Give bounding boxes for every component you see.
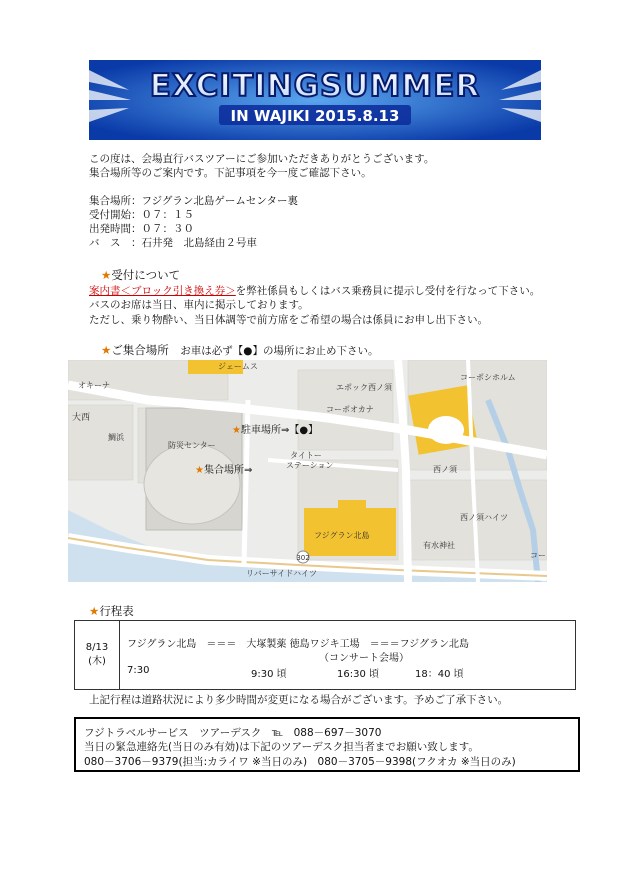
ticket-emphasis: 案内書＜ブロック引き換え券＞ [89,285,236,297]
itinerary-weekday: (木) [88,656,106,667]
itinerary-time-3: 16:30 頃 [337,669,379,680]
contact-line-3: 080－3706－9379(担当:カライワ ※当日のみ) 080－3705－9398(フクオカ ※当日のみ) [84,756,516,768]
contact-line-2: 当日の緊急連絡先(当日のみ有効)は下記のツアーデスク担当者までお願い致します。 [84,741,479,753]
star-icon: ★ [101,268,112,282]
meeting-heading: ★ご集合場所 お車は必ず【●】の場所にお止め下さい。 [101,343,379,357]
reception-line-3: ただし、乗り物酔い、当日体調等で前方席をご希望の場合は係員にお申し出下さい。 [89,314,488,326]
map-label-taihama: 鯛浜 [108,433,124,442]
event-banner [89,60,541,140]
area-map [68,360,547,582]
intro-line-1: この度は、会場直行バスツアーにご参加いただきありがとうございます。 [89,153,435,165]
itinerary-heading: ★行程表 [89,604,134,618]
meeting-note: お車は必ず【●】の場所にお止め下さい。 [180,345,379,357]
meeting-place: 集合場所：フジグラン北島ゲームセンター裏 [89,195,298,207]
map-label-taito-2: ステーション [286,461,334,470]
star-icon: ★ [89,604,100,618]
reception-line-2: バスのお席は当日、車内に掲示しております。 [89,299,309,311]
banner-graphic [89,60,541,140]
map-label-kopo-shimam: コーポシホルム [460,373,516,382]
route-number: 302 [296,554,310,562]
map-label-nishinosu: 西ノ須 [433,465,457,474]
departure-time: 出発時間：０７：３０ [89,223,194,235]
map-label-epok: エポック西ノ須 [336,383,392,392]
itinerary-venue-note: （コンサート会場） [319,653,409,664]
itinerary-time-1: 7:30 [127,665,150,676]
contact-line-1: フジトラベルサービス ツアーデスク ℡ 088－697－3070 [84,727,382,739]
itinerary-time-4: 18：40 頃 [415,669,464,680]
bus-info: バ ス ：石井発 北島経由２号車 [89,237,257,249]
map-label-taito-1: タイトー [290,451,322,460]
itinerary-footnote: 上記行程は道路状況により多少時間が変更になる場合がございます。予めご了承下さい。 [89,694,509,706]
map-label-onishi: 大西 [72,413,91,423]
map-label-ariyasu: 有水神社 [423,541,455,550]
reception-heading: ★受付について [101,268,181,282]
reception-line-1: 案内書＜ブロック引き換え券＞を弊社係員もしくはバス乗務員に提示し受付を行なって下さい。 [89,285,541,297]
map-label-bosai: 防災センター [168,441,216,450]
banner-title: EXCITINGSUMMER [149,68,481,104]
map-label-nishinosu-heights: 西ノ須ハイツ [460,513,508,522]
map-label-kopo-okina: コーポオカナ [326,405,374,414]
itinerary-route: フジグラン北島 ＝＝＝ 大塚製薬 徳島ワジキ工場 ＝＝＝フジグラン北島 [127,639,469,650]
itinerary-date-cell [75,621,120,689]
map-label-kopo-n: コー [530,551,546,560]
meeting-point-marker: ★集合場所⇒ [195,465,253,476]
star-icon: ★ [101,343,112,357]
contact-box [74,717,580,772]
banner-subtitle: IN WAJIKI 2015.8.13 [230,107,400,125]
map-label-fujigran: フジグラン北島 [314,531,370,540]
reception-start: 受付開始：０７：１５ [89,209,194,221]
map-label-okina: オキーナ [78,381,110,390]
map-label-riverside: リバーサイドハイツ [246,569,318,578]
itinerary-table [74,620,576,690]
parking-marker: ★駐車場所⇒【●】 [232,425,319,436]
itinerary-time-2: 9:30 頃 [251,669,287,680]
intro-line-2: 集合場所等のご案内です。下記事項を今一度ご確認下さい。 [89,167,372,179]
itinerary-date: 8/13 [85,642,109,653]
map-label-james: ジェームス [218,362,258,371]
